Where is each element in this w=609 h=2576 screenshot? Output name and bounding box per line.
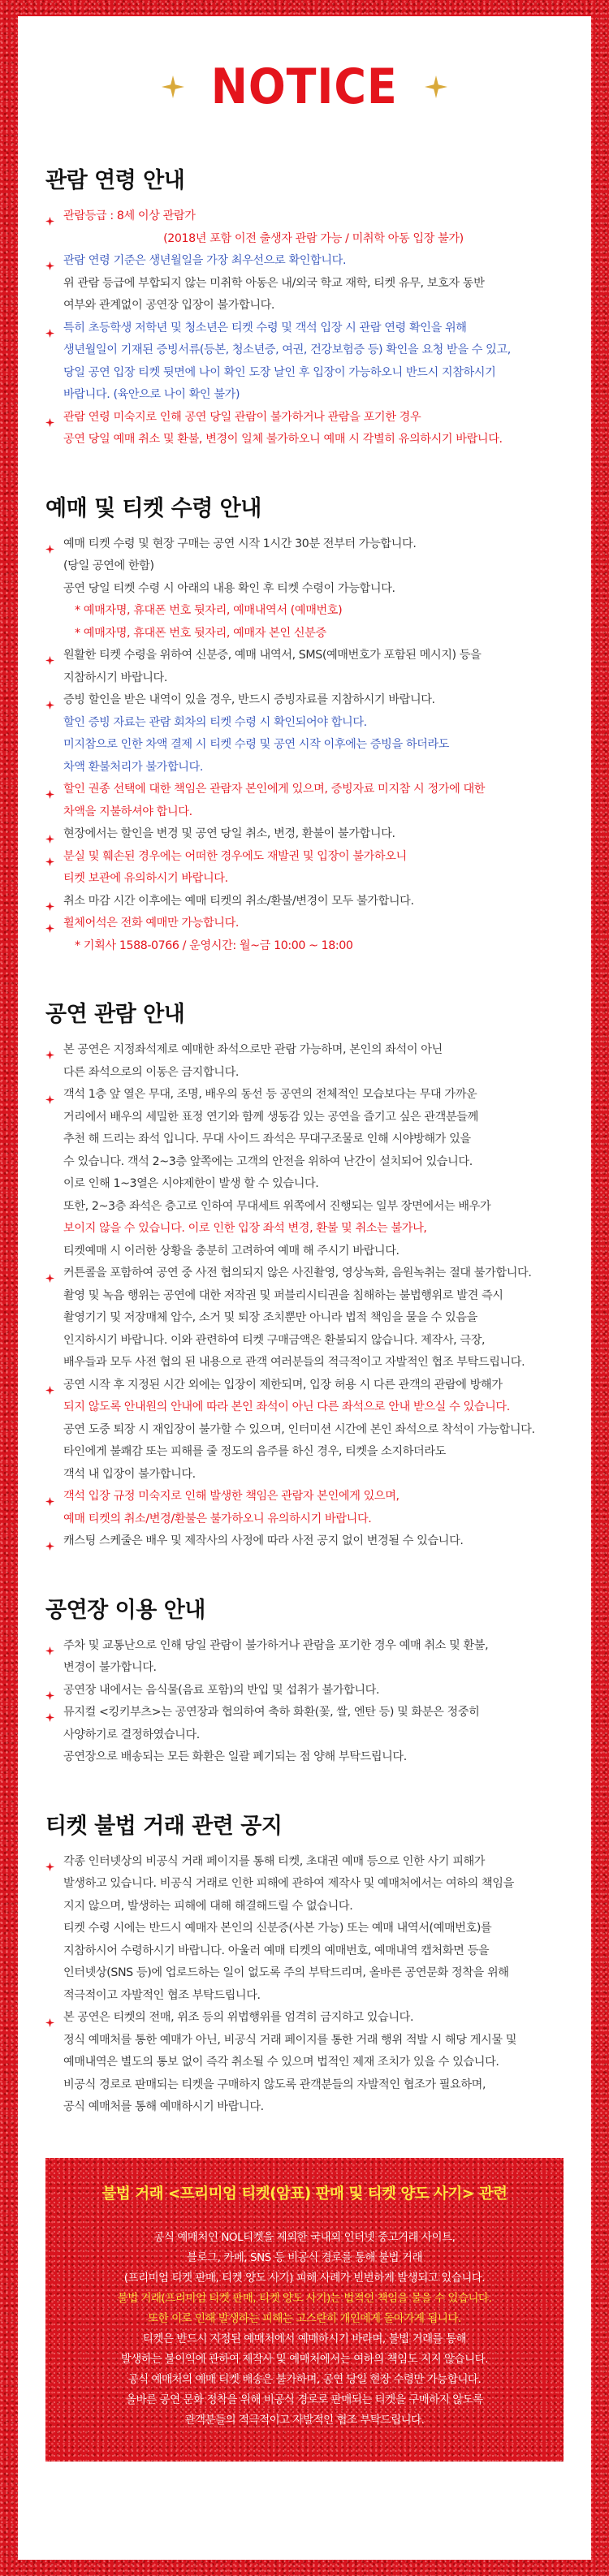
notice-card	[18, 16, 591, 2560]
notice-text-line: 티켓예매 시 이러한 상황을 충분히 고려하여 예매 해 주시기 바랍니다.	[63, 1244, 400, 1258]
warning-text	[70, 2228, 539, 2431]
red-star-bullet-icon	[45, 785, 54, 794]
notice-text-line: 공식 예매처를 통해 예매하시기 바랍니다.	[63, 2100, 264, 2113]
notice-item	[45, 1635, 564, 1680]
notice-item	[45, 645, 564, 689]
notice-text-line: 원활한 티켓 수령을 위하여 신분증, 예매 내역서, SMS(예매번호가 포함된 메시지) 등을	[63, 649, 482, 662]
notice-text-line: 수 있습니다. 객석 2~3층 앞쪽에는 고객의 안전을 위하여 난간이 설치되어 있습니다.	[63, 1154, 473, 1168]
notice-text-line: 되지 않도록 안내원의 안내에 따라 본인 좌석이 아닌 다른 좌석으로 안내 받으실 수 있습니다.	[63, 1400, 510, 1413]
red-star-bullet-icon	[45, 897, 54, 906]
notice-text-line: 미지참으로 인한 차액 결제 시 티켓 수령 및 공연 시작 이후에는 증빙을 하더라도	[63, 738, 450, 751]
notice-text-line: 당일 공연 입장 티켓 뒷면에 나이 확인 도장 날인 후 입장이 가능하오니 반드시 지참하시기	[63, 365, 496, 379]
red-star-bullet-icon	[45, 1381, 54, 1390]
notice-text-line: 분실 및 훼손된 경우에는 어떠한 경우에도 재발권 및 입장이 불가하오니	[63, 849, 407, 863]
notice-text-line: 발생하고 있습니다. 비공식 거래로 인한 피해에 관하여 제작사 및 예매처에서는 여하의 책임을	[63, 1877, 514, 1890]
warning-text-line: 불법 거래(프리미엄 티켓 판매, 티켓 양도 사기)는 법적인 책임을 물을 수 있습니다.	[117, 2292, 492, 2305]
notice-text-line: 바랍니다. (육안으로 나이 확인 불가)	[63, 388, 240, 401]
notice-section	[45, 1808, 564, 2119]
red-star-bullet-icon	[45, 540, 54, 549]
notice-item	[45, 205, 564, 250]
notice-text-line: (2018년 포함 이전 출생자 관람 가능 / 미취학 아동 입장 불가)	[163, 231, 464, 245]
notice-text-line: 지참하시어 수령하시기 바랍니다. 아울러 예매 티켓의 예매번호, 예매내역 캡처화면 등을	[63, 1944, 490, 1957]
notice-text-line: 공연 당일 예매 취소 및 환불, 변경이 일체 불가하오니 예매 시 각별히 유의하시기 바랍니다.	[63, 433, 503, 446]
section-title: 관람 연령 안내	[45, 168, 185, 193]
notice-text-line: 거리에서 배우의 세밀한 표정 연기와 함께 생동감 있는 공연을 즐기고 싶은 관객분들께	[63, 1110, 478, 1124]
notice-item	[45, 689, 564, 779]
notice-text-line: 본 공연은 티켓의 전매, 위조 등의 위법행위를 엄격히 금지하고 있습니다.	[63, 2011, 414, 2024]
red-star-bullet-icon	[45, 1492, 54, 1501]
notice-text-line: 정식 예매처를 통한 예매가 아닌, 비공식 거래 페이지를 통한 거래 행위 적발 시 해당 게시물 및	[63, 2033, 517, 2047]
notice-text-line: 이로 인해 1~3열은 시야제한이 발생 할 수 있습니다.	[63, 1177, 319, 1190]
notice-text-line: 각종 인터넷상의 비공식 거래 페이지를 통해 티켓, 초대권 예매 등으로 인한 사기 피해가	[63, 1854, 486, 1868]
notice-item	[45, 913, 564, 957]
notice-text-line: 차액을 지불하셔야 합니다.	[63, 805, 192, 818]
gold-sparkle-icon	[162, 76, 184, 98]
notice-text-line: 적극적이고 자발적인 협조 부탁드립니다.	[63, 1988, 261, 2002]
notice-item	[45, 1530, 564, 1553]
section-title: 공연 관람 안내	[45, 1002, 185, 1027]
notice-text-line: 관람 연령 미숙지로 인해 공연 당일 관람이 불가하거나 관람을 포기한 경우	[63, 410, 421, 424]
warning-title: 불법 거래 <프리미엄 티켓(암표) 판매 및 티켓 양도 사기> 관련	[102, 2185, 508, 2203]
notice-item	[45, 1486, 564, 1530]
notice-text-line: 예매 티켓의 취소/변경/환불은 불가하오니 유의하시기 바랍니다.	[63, 1512, 372, 1525]
notice-text-line: (당일 공연에 한함)	[63, 559, 154, 572]
warning-text-line: 또한 이로 인해 발생하는 피해는 고스란히 개인에게 돌아가게 됩니다.	[148, 2312, 461, 2325]
notice-text-line: 위 관람 등급에 부합되지 않는 미취학 아동은 내/외국 학교 재학, 티켓 유무, 보호자 동반	[63, 276, 485, 290]
red-star-bullet-icon	[45, 1269, 54, 1278]
red-star-bullet-icon	[45, 413, 54, 422]
red-star-bullet-icon	[45, 696, 54, 705]
notice-section	[45, 490, 564, 958]
warning-text-line: (프리미엄 티켓 판매, 티켓 양도 사기) 피해 사례가 빈번하게 발생되고 있습니다.	[123, 2272, 486, 2285]
notice-item	[45, 823, 564, 846]
notice-text-line: 객석 입장 규정 미숙지로 인해 발생한 책임은 관람자 본인에게 있으며,	[63, 1490, 400, 1503]
notice-text-line: 비공식 경로로 판매되는 티켓을 구매하지 않도록 관객분들의 자발적인 협조가 필요하며,	[63, 2078, 486, 2091]
notice-text-line: 지지 않으며, 발생하는 피해에 대해 해결해드릴 수 없습니다.	[63, 1899, 353, 1913]
notice-text-line: 공연 당일 티켓 수령 시 아래의 내용 확인 후 티켓 수령이 가능합니다.	[63, 581, 395, 595]
notice-text-line: 변경이 불가합니다.	[63, 1661, 157, 1674]
notice-text-line: 타인에게 불쾌감 또는 피해를 줄 정도의 음주를 하신 경우, 티켓을 소지하더라도	[63, 1445, 446, 1458]
notice-text-line: 뮤지컬 <킹키부츠>는 공연장과 협의하여 축하 화환(꽃, 쌀, 엔탄 등) 및 화분은 정중히	[63, 1706, 480, 1719]
red-star-bullet-icon	[45, 324, 54, 333]
red-star-bullet-icon	[45, 1858, 54, 1866]
notice-item	[45, 407, 564, 451]
section-title: 공연장 이용 안내	[45, 1597, 205, 1623]
notice-text-line: 촬영기기 및 저장매체 압수, 소거 및 퇴장 조치뿐만 아니라 법적 책임을 물을 수 있음을	[63, 1311, 477, 1324]
section-title: 예매 및 티켓 수령 안내	[45, 495, 261, 521]
notice-text-line: 커튼콜을 포함하여 공연 중 사전 협의되지 않은 사진촬영, 영상녹화, 음원녹취는 절대 불가합니다.	[63, 1266, 532, 1279]
notice-text-line: 할인 권종 선택에 대한 책임은 관람자 본인에게 있으며, 증빙자료 미지참 시 정가에 대한	[63, 783, 486, 796]
notice-text-line: 또한, 2~3층 좌석은 층고로 인하여 무대세트 위쪽에서 진행되는 일부 장면에서는 배우가	[63, 1199, 491, 1213]
warning-text-line: 올바른 공연 문화 정착을 위해 비공식 경로로 판매되는 티켓을 구매하지 않도록	[126, 2393, 483, 2406]
notice-text-line: 사양하기로 결정하였습니다.	[63, 1728, 200, 1741]
notice-text-line: 인터넷상(SNS 등)에 업로드하는 일이 없도록 주의 부탁드리며, 올바른 공연문화 정착을 위해	[63, 1966, 509, 1979]
notice-item	[45, 1262, 564, 1374]
red-star-bullet-icon	[45, 1686, 54, 1695]
notice-text-line: 배우들과 모두 사전 협의 된 내용으로 관객 여러분들의 적극적이고 자발적인 협조 부탁드립니다.	[63, 1356, 525, 1369]
notice-item	[45, 1374, 564, 1486]
red-star-bullet-icon	[45, 1090, 54, 1099]
notice-item	[45, 1680, 564, 1702]
red-star-bullet-icon	[45, 1708, 54, 1717]
notice-text-line: 관람등급 : 8세 이상 관람가	[63, 209, 196, 222]
notice-text-line: 현장에서는 할인을 변경 및 공연 당일 취소, 변경, 환불이 불가합니다.	[63, 827, 395, 840]
warning-text-line: 티켓은 반드시 지정된 예매처에서 예매하시기 바라며, 불법 거래를 통해	[142, 2332, 467, 2345]
notice-header	[45, 58, 564, 115]
notice-text-line: * 기획사 1588-0766 / 운영시간: 월~금 10:00 ~ 18:00	[75, 938, 353, 952]
red-star-bullet-icon	[45, 212, 54, 221]
notice-item	[45, 317, 564, 407]
notice-section	[45, 996, 564, 1553]
notice-section	[45, 1592, 564, 1769]
notice-text-line: 추천 해 드리는 좌석 입니다. 무대 사이드 좌석은 무대구조물로 인해 시야방해가 있을	[63, 1133, 471, 1146]
notice-text-line: 인지하시기 바랍니다. 이와 관련하여 티켓 구매금액은 환불되지 않습니다. 제작사, 극장,	[63, 1333, 486, 1347]
notice-item	[45, 250, 564, 317]
notice-item	[45, 1702, 564, 1769]
section-title: 티켓 불법 거래 관련 공지	[45, 1813, 283, 1839]
notice-item	[45, 533, 564, 645]
notice-sections	[45, 162, 564, 2119]
notice-section	[45, 162, 564, 451]
notice-item	[45, 2007, 564, 2119]
notice-text-line: 공연 도중 퇴장 시 재입장이 불가할 수 있으며, 인터미션 시간에 본인 좌석으로 착석이 가능합니다.	[63, 1422, 535, 1436]
notice-text-line: 지참하시기 바랍니다.	[63, 671, 167, 684]
notice-text-line: 공연장으로 배송되는 모든 화환은 일괄 폐기되는 점 양해 부탁드립니다.	[63, 1750, 407, 1763]
notice-item	[45, 891, 564, 913]
notice-text-line: 관람 연령 기준은 생년월일을 가장 최우선으로 확인합니다.	[63, 254, 347, 267]
notice-text-line: 예매내역은 별도의 통보 없이 즉각 취소될 수 있으며 법적인 제재 조치가 있을 수 있습니다.	[63, 2056, 499, 2069]
red-star-bullet-icon	[45, 2013, 54, 2022]
notice-item	[45, 846, 564, 891]
warning-text-line: 공식 예매처인 NOL티켓을 제외한 국내외 인터넷 중고거래 사이트,	[153, 2231, 456, 2244]
notice-text-line: 특히 초등학생 저학년 및 청소년은 티켓 수령 및 객석 입장 시 관람 연령 확인을 위해	[63, 321, 467, 334]
notice-text-line: 휠체어석은 전화 예매만 가능합니다.	[63, 917, 240, 930]
warning-text-line: 공식 예매처의 예매 티켓 배송은 불가하며, 공연 당일 현장 수령만 가능합니다.	[127, 2373, 482, 2386]
notice-text-line: 티켓 수령 시에는 반드시 예매자 본인의 신분증(사본 가능) 또는 예매 내역서(예매번호)를	[63, 1922, 492, 1935]
notice-text-line: 주차 및 교통난으로 인해 당일 관람이 불가하거나 관람을 포기한 경우 예매 취소 및 환불,	[63, 1638, 489, 1652]
notice-text-line: 예매 티켓 수령 및 현장 구매는 공연 시작 1시간 30분 전부터 가능합니다.	[63, 537, 417, 550]
red-star-bullet-icon	[45, 919, 54, 928]
notice-item	[45, 779, 564, 823]
red-star-bullet-icon	[45, 830, 54, 839]
notice-text-line: 객석 1층 앞 열은 무대, 조명, 배우의 동선 등 공연의 전체적인 모습보다는 무대 가까운	[63, 1088, 477, 1101]
notice-text-line: * 예매자명, 휴대폰 번호 뒷자리, 예매자 본인 신분증	[75, 626, 326, 640]
illegal-trade-warning-box	[45, 2158, 564, 2462]
red-star-bullet-icon	[45, 257, 54, 265]
notice-text-line: 생년월일이 기재된 증빙서류(등본, 청소년증, 여권, 건강보험증 등) 확인을 요청 받을 수 있고,	[63, 343, 511, 356]
notice-text-line: 공연 시작 후 지정된 시간 외에는 입장이 제한되며, 입장 허용 시 다른 관객의 관람에 방해가	[63, 1378, 503, 1392]
warning-text-line: 발생하는 불이익에 관하여 제작사 및 예매처에서는 여하의 책임도 지지 않습니다.	[120, 2353, 489, 2366]
notice-text-line: 다른 좌석으로의 이동은 금지합니다.	[63, 1065, 240, 1079]
warning-text-line: 관객분들의 적극적이고 자발적인 협조 부탁드립니다.	[184, 2414, 425, 2427]
red-star-bullet-icon	[45, 1537, 54, 1546]
notice-text-line: 촬영 및 녹음 행위는 공연에 대한 저작권 및 퍼블리시티권을 침해하는 불법행위로 발견 즉시	[63, 1288, 503, 1302]
notice-text-line: 여부와 관계없이 공연장 입장이 불가합니다.	[63, 299, 275, 312]
red-star-bullet-icon	[45, 1046, 54, 1055]
notice-text-line: 공연장 내에서는 음식물(음료 포함)의 반입 및 섭취가 불가합니다.	[63, 1683, 380, 1697]
red-star-bullet-icon	[45, 1642, 54, 1650]
notice-title: NOTICE	[211, 58, 398, 115]
red-star-bullet-icon	[45, 651, 54, 660]
notice-text-line: 할인 증빙 자료는 관람 회차의 티켓 수령 시 확인되어야 합니다.	[63, 715, 367, 729]
red-star-bullet-icon	[45, 852, 54, 861]
notice-text-line: 보이지 않을 수 있습니다. 이로 인한 입장 좌석 변경, 환불 및 취소는 불가나,	[63, 1222, 427, 1235]
notice-item	[45, 1084, 564, 1262]
notice-text-line: 본 공연은 지정좌석제로 예매한 좌석으로만 관람 가능하며, 본인의 좌석이 아닌	[63, 1043, 443, 1056]
notice-text-line: 증빙 할인을 받은 내역이 있을 경우, 반드시 증빙자료를 지참하시기 바랍니다.	[63, 693, 435, 706]
notice-text-line: * 예매자명, 휴대폰 번호 뒷자리, 예매내역서 (예매번호)	[75, 604, 343, 617]
notice-text-line: 취소 마감 시간 이후에는 예매 티켓의 취소/환불/변경이 모두 불가합니다.	[63, 894, 414, 908]
gold-sparkle-icon	[425, 76, 447, 98]
warning-text-line: 블로그, 카페, SNS 등 비공식 경로를 통해 불법 거래	[186, 2251, 423, 2264]
notice-item	[45, 1039, 564, 1084]
notice-text-line: 객석 내 입장이 불가합니다.	[63, 1467, 196, 1481]
notice-text-line: 티켓 보관에 유의하시기 바랍니다.	[63, 872, 228, 885]
notice-text-line: 캐스팅 스케줄은 배우 및 제작사의 사정에 따라 사전 공지 없이 변경될 수 있습니다.	[63, 1534, 464, 1547]
notice-item	[45, 1851, 564, 2008]
notice-text-line: 차액 환불처리가 불가합니다.	[63, 760, 203, 774]
